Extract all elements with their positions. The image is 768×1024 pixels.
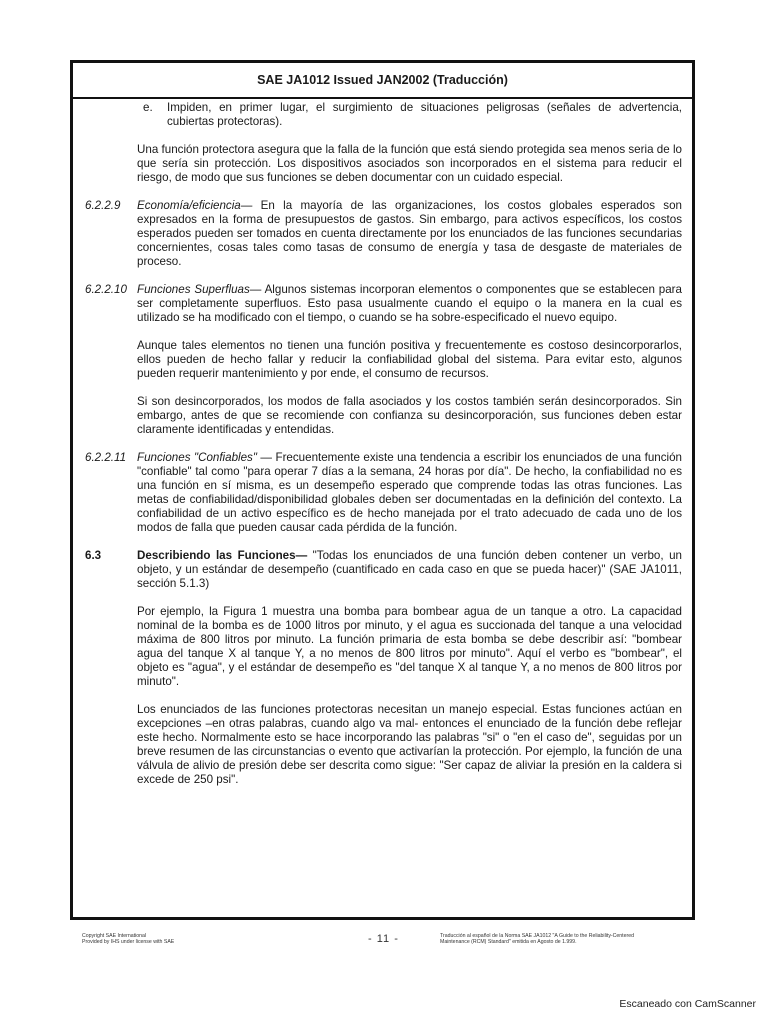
footer-copyright-line2: Provided by IHS under license with SAE bbox=[82, 939, 175, 945]
footer-note-line1: Traducción al español de la Norma SAE JA1012 "A Guide to the Reliability-Centered bbox=[440, 933, 634, 939]
section-body: — En la mayoría de las organizaciones, los costos globales esperados son expresados en la forma de presupuestos de gastos. Sin embargo, para activos específicos, los costos esperados pueden ser tomados en cuenta directamente por los enunciados de las funciones secundarias concernientes, cosas tales como tasas de consumo de energía y tasa de desgaste de materiales de proceso. bbox=[137, 199, 682, 268]
paragraph-ejemplo-bomba: Por ejemplo, la Figura 1 muestra una bomba para bombear agua de un tanque a otro. La capacidad nominal de la bomba es de 1000 litros por minuto, y el agua es succionada del tanque a una velocidad máxima de 800 litros por minuto. La función primaria de esta bomba se debe describir así: "bombear agua del tanque X al tanque Y, a no menos de 800 litros por minuto". Aquí el verbo es "bombear", el objeto es "agua", y el estándar de desempeño es "del tanque X al tanque Y, a no menos de 800 litros por minuto". bbox=[137, 605, 682, 688]
section-body: — Frecuentemente existe una tendencia a escribir los enunciados de una función "confiable" tal como "para operar 7 días a la semana, 24 horas por día". De hecho, la confiabilidad no es una función en sí misma, es un desempeño esperado que comprende todas las otras funciones. Las metas de confiabilidad/disponibilidad globales deben ser documentadas en la definición del contexto. La confiabilidad de un activo específico es de hecho manejada por el trato adecuado de cada uno de los modos de falla que pueden causar cada pérdida de la función. bbox=[137, 451, 682, 534]
footer-note-line2: Maintenance (RCM) Standard" emitida en Agosto de 1.999. bbox=[440, 939, 577, 945]
footer-copyright-line1: Copyright SAE International bbox=[82, 933, 147, 939]
page-number: - 11 - bbox=[368, 933, 399, 945]
section-number: 6.2.2.10 bbox=[85, 283, 127, 296]
section-6-2-2-11 bbox=[85, 451, 682, 535]
section-title: Funciones "Confiables" bbox=[137, 451, 257, 464]
scanner-watermark: Escaneado con CamScanner bbox=[619, 998, 756, 1010]
section-text bbox=[137, 283, 682, 325]
document-title: SAE JA1012 Issued JAN2002 (Traducción) bbox=[257, 73, 508, 87]
section-6-2-2-9 bbox=[85, 199, 682, 269]
paragraph-superfluas-2: Aunque tales elementos no tienen una función positiva y frecuentemente es costoso desincorporarlos, ellos pueden de hecho fallar y reducir la confiabilidad global del sistema. Para evitar esto, algunos pueden requerir mantenimiento y por ende, el consumo de recursos. bbox=[137, 339, 682, 380]
list-letter: e. bbox=[143, 101, 153, 114]
section-text bbox=[137, 451, 682, 535]
section-body: — Algunos sistemas incorporan elementos o componentes que se establecen para ser completamente superfluos. Esto pasa usualmente cuando el equipo o la manera en la cual es utilizado se ha modificado con el tiempo, o cuando se ha sobre-especificado el nuevo equipo. bbox=[137, 283, 682, 324]
section-number: 6.3 bbox=[85, 549, 102, 562]
section-body: "Todas los enunciados de una función deben contener un verbo, un objeto, y un estándar de desempeño (cuantificado en cada caso en que se pueda hacer)" (SAE JA1011, sección 5.1.3) bbox=[137, 549, 683, 590]
section-title: Economía/eficiencia bbox=[137, 199, 241, 212]
section-number: 6.2.2.11 bbox=[85, 451, 127, 464]
page-frame bbox=[70, 60, 695, 920]
page-footer bbox=[82, 933, 702, 953]
page-header bbox=[73, 63, 692, 99]
section-title: Funciones Superfluas bbox=[137, 283, 250, 296]
paragraph-superfluas-3: Si son desincorporados, los modos de falla asociados y los costos también serán desincorporados. Sin embargo, antes de que se recomiende con confianza su desincorporación, sus funciones deben estar claramente identificadas y entendidas. bbox=[137, 395, 682, 436]
section-title: Describiendo las Funciones— bbox=[137, 549, 308, 562]
footer-translation-note bbox=[440, 933, 680, 945]
section-text bbox=[137, 199, 682, 269]
section-6-2-2-10 bbox=[85, 283, 682, 325]
section-6-3 bbox=[85, 549, 682, 591]
section-number: 6.2.2.9 bbox=[85, 199, 121, 212]
paragraph-funciones-protectoras: Los enunciados de las funciones protectoras necesitan un manejo especial. Estas funciones actúan en excepciones –en otras palabras, cuando algo va mal- entonces el enunciado de la función debe reflejar este hecho. Normalmente esto se hace incorporando las palabras "si" o "en el caso de", seguidas por un breve resumen de las circunstancias o evento que activarían la protección. Por ejemplo, la función de una válvula de alivio de presión debe ser descrita como sigue: "Ser capaz de aliviar la presión en la caldera si excede de 250 psi". bbox=[137, 703, 682, 786]
paragraph-protectora: Una función protectora asegura que la falla de la función que está siendo protegida sea menos seria de lo que sería sin protección. Los dispositivos asociados son incorporados en el sistema para reducir el riesgo, de modo que sus funciones se deben documentar con un cuidado especial. bbox=[137, 143, 682, 184]
section-text bbox=[137, 549, 682, 591]
page-content bbox=[85, 101, 682, 801]
footer-copyright bbox=[82, 933, 242, 945]
list-item-text: Impiden, en primer lugar, el surgimiento de situaciones peligrosas (señales de advertencia, cubiertas protectoras). bbox=[167, 101, 682, 128]
list-item-e bbox=[85, 101, 682, 129]
